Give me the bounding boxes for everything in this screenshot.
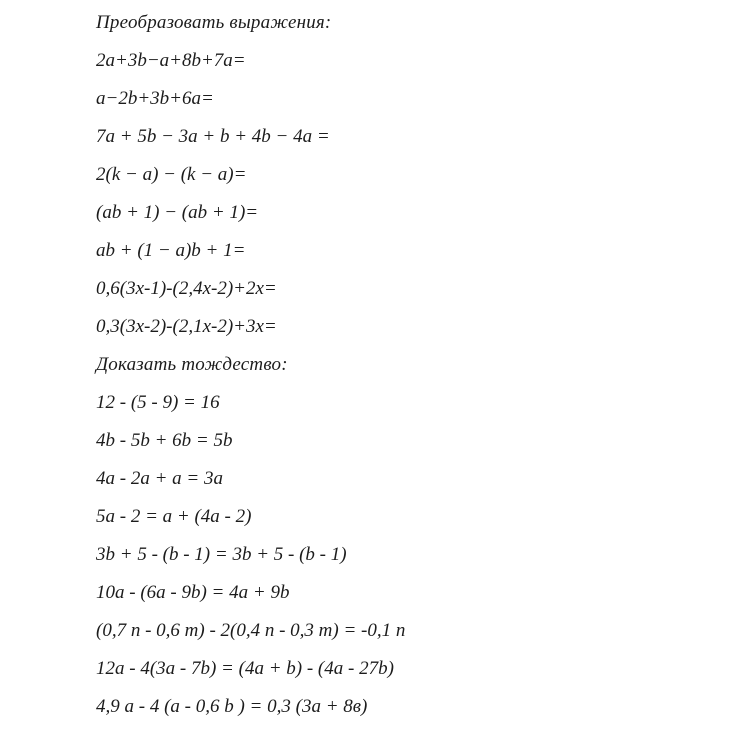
expression-2: a−2b+3b+6a= xyxy=(96,88,214,109)
identity-8: 12a - 4(3a - 7b) = (4a + b) - (4a - 27b) xyxy=(96,658,394,679)
identity-9: 4,9 a - 4 (a - 0,6 b ) = 0,3 (3a + 8в) xyxy=(96,696,368,717)
expression-4: 2(k − a) − (k − a)= xyxy=(96,164,247,185)
expression-8: 0,3(3x-2)-(2,1x-2)+3x= xyxy=(96,316,277,337)
expression-6: ab + (1 − a)b + 1= xyxy=(96,240,246,261)
expression-1: 2a+3b−a+8b+7a= xyxy=(96,50,246,71)
identity-2: 4b - 5b + 6b = 5b xyxy=(96,430,233,451)
worksheet xyxy=(96,8,716,730)
section-heading-prove: Доказать тождество: xyxy=(96,354,288,375)
section-heading-transform: Преобразовать выражения: xyxy=(96,12,332,33)
identity-3: 4a - 2a + a = 3a xyxy=(96,468,223,489)
identity-7: (0,7 n - 0,6 m) - 2(0,4 n - 0,3 m) = -0,1 n xyxy=(96,620,406,641)
identity-1: 12 - (5 - 9) = 16 xyxy=(96,392,220,413)
identity-6: 10a - (6a - 9b) = 4a + 9b xyxy=(96,582,290,603)
identity-4: 5a - 2 = a + (4a - 2) xyxy=(96,506,252,527)
expression-3: 7a + 5b − 3a + b + 4b − 4a = xyxy=(96,126,330,147)
identity-5: 3b + 5 - (b - 1) = 3b + 5 - (b - 1) xyxy=(96,544,347,565)
expression-5: (ab + 1) − (ab + 1)= xyxy=(96,202,259,223)
expression-7: 0,6(3x-1)-(2,4x-2)+2x= xyxy=(96,278,277,299)
